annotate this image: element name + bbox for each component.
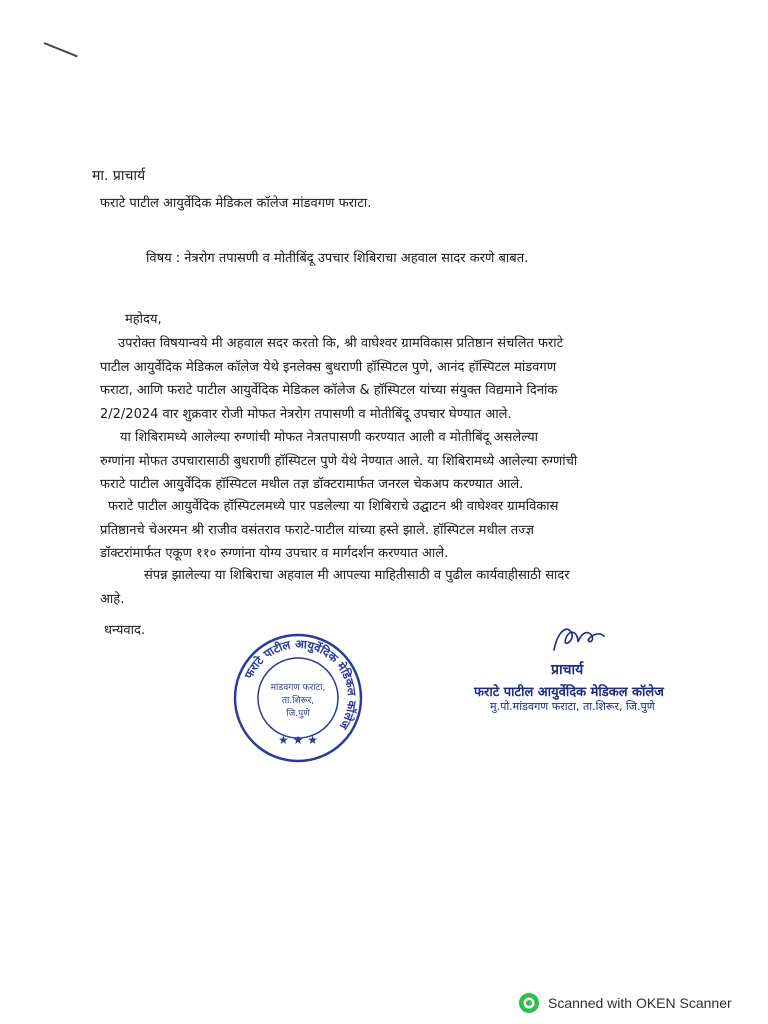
stamp-seal — [232, 632, 364, 764]
scan-mark — [44, 42, 78, 57]
letter-subject: विषय : नेत्ररोग तपासणी व मोतीबिंदू उपचार शिबिराचा अहवाल सादर करणे बाबत. — [146, 251, 529, 266]
paragraph-line: या शिबिरामध्ये आलेल्या रुग्णांची मोफत नेत्रतपासणी करण्यात आली व मोतीबिंदू असलेल्या — [120, 430, 539, 445]
stamp-ring-text: फराटे पाटील आयुर्वेदिक मेडिकल कॉलेज — [241, 636, 360, 732]
paragraph-line: 2/2/2024 वार शुक्रवार रोजी मोफत नेत्ररोग तपासणी व मोतीबिंदू उपचार घेण्यात आले. — [100, 406, 512, 422]
stamp-center-line: मांडवगण फराटा, — [270, 683, 326, 693]
stamp-stars-icon: ★ ★ ★ — [278, 733, 318, 747]
paragraph-3 — [100, 495, 670, 566]
signatory-title: प्राचार्य — [551, 662, 584, 678]
handwritten-signature — [548, 620, 608, 660]
paragraph-line: फराटे पाटील आयुर्वेदिक हॉस्पिटल मधील तज्ञ डॉक्टरामार्फत जनरल चेकअप करण्यात आले. — [100, 477, 524, 492]
college-stamp — [232, 632, 364, 764]
signatory-college: फराटे पाटील आयुर्वेदिक मेडिकल कॉलेज — [474, 685, 664, 700]
paragraph-line: फराटे पाटील आयुर्वेदिक हॉस्पिटलमध्ये पार पडलेल्या या शिबिराचे उद्घाटन श्री वाघेश्वर ग्रामविकास — [108, 499, 559, 514]
recipient-college: फराटे पाटील आयुर्वेदिक मेडिकल कॉलेज मांडवगण फराटा. — [100, 196, 372, 211]
paragraph-line: फराटा, आणि फराटे पाटील आयुर्वेदिक मेडिकल कॉलेज & हॉस्पिटल यांच्या संयुक्त विद्यमाने दिनांक — [100, 383, 558, 398]
scanner-watermark — [518, 992, 732, 1014]
paragraph-1 — [100, 332, 670, 426]
oken-scanner-logo-icon — [518, 992, 540, 1014]
recipient-title: मा. प्राचार्य — [92, 168, 146, 184]
scanner-label: Scanned with OKEN Scanner — [548, 995, 732, 1011]
letter-greeting: महोदय, — [125, 312, 162, 327]
paragraph-2 — [100, 426, 670, 497]
paragraph-line: प्रतिष्ठानचे चेअरमन श्री राजीव वसंतराव फराटे-पाटील यांच्या हस्ते झाले. हॉस्पिटल मधील तज्ज्ञ — [100, 522, 534, 538]
paragraph-line: रुग्णांना मोफत उपचारासाठी बुधराणी हॉस्पिटल पुणे येथे नेण्यात आले. या शिबिरामध्ये आलेल्या रुग्णांची — [100, 453, 578, 469]
paragraph-line: डॉक्टरांमार्फत एकूण ११० रुग्णांना योग्य उपचार व मार्गदर्शन करण्यात आले. — [100, 546, 449, 561]
closing-thanks: धन्यवाद. — [104, 623, 146, 638]
paragraph-4 — [100, 564, 670, 611]
paragraph-line: उपरोक्त विषयान्वये मी अहवाल सदर करतो कि, श्री वाघेश्वर ग्रामविकास प्रतिष्ठान संचलित फराटे — [118, 336, 564, 351]
paragraph-line: पाटील आयुर्वेदिक मेडिकल कॉलेज येथे इनलेक्स बुधराणी हॉस्पिटल पुणे, आनंद हॉस्पिटल मांडवगण — [100, 359, 557, 375]
stamp-center-line: जि.पुणे — [286, 709, 310, 719]
paragraph-line: आहे. — [100, 591, 125, 607]
signatory-address: मु.पो.मांडवगण फराटा, ता.शिरूर, जि.पुणे — [490, 700, 655, 713]
stamp-center-line: ता.शिरूर, — [281, 696, 315, 706]
paragraph-line: संपन्न झालेल्या या शिबिराचा अहवाल मी आपल्या माहितीसाठी व पुढील कार्यवाहीसाठी सादर — [144, 568, 570, 583]
